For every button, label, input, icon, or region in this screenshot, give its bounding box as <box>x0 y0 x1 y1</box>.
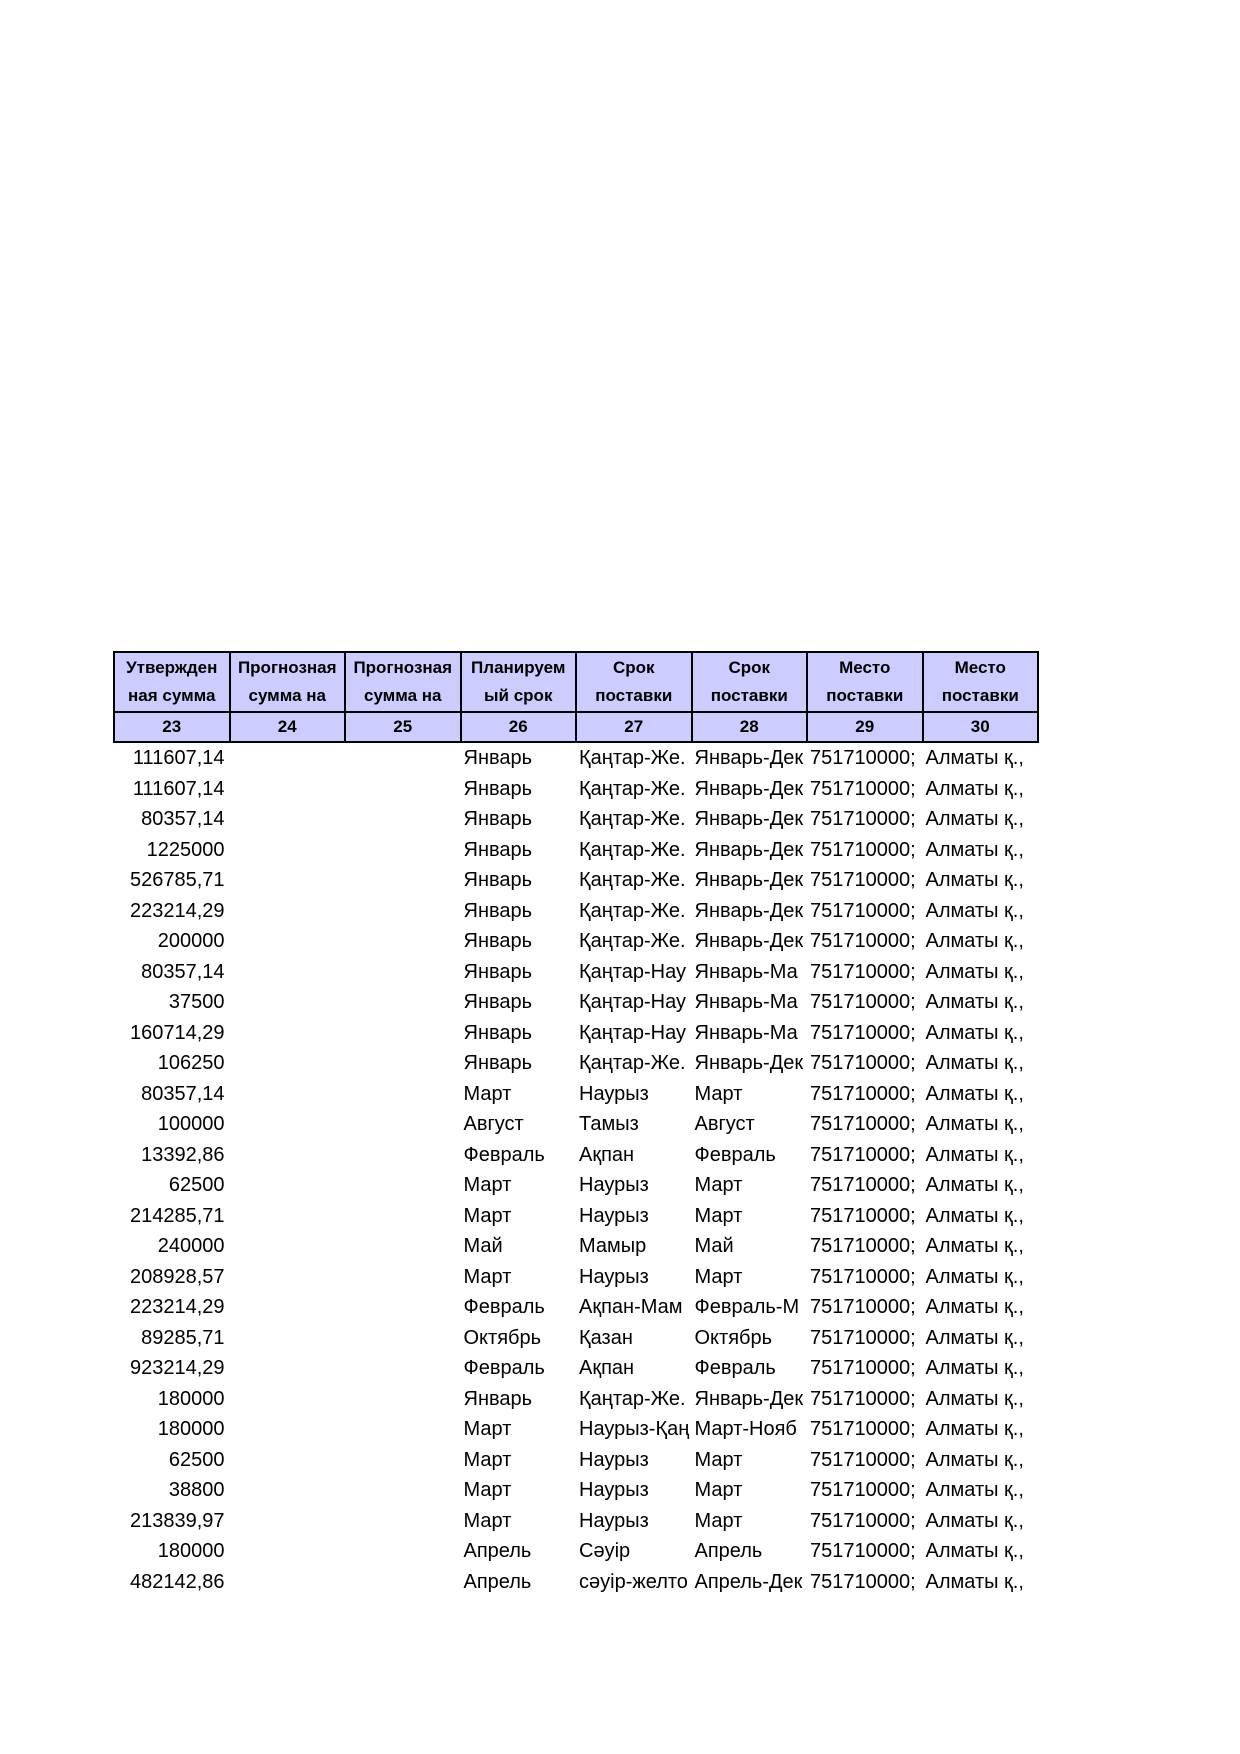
table-cell <box>230 1079 346 1110</box>
table-cell: 923214,29 <box>129 1357 225 1380</box>
table-cell: Алматы қ., <box>925 899 1024 922</box>
table-cell: Алматы қ., <box>925 1387 1024 1410</box>
table-cell: Наурыз <box>579 1174 649 1197</box>
table-cell: Ақпан <box>579 1143 635 1166</box>
table-cell: Алматы қ., <box>925 1479 1024 1502</box>
table-cell: Қаңтар-Же. <box>579 747 686 770</box>
column-header-line1: Прогнозная <box>353 658 453 677</box>
table-cell <box>345 926 461 957</box>
table-cell: 751710000; <box>810 1448 916 1471</box>
table-cell: Февраль <box>463 1357 545 1380</box>
table-cell <box>345 957 461 988</box>
table-cell: 751710000; <box>810 1479 916 1502</box>
table-cell: Март <box>463 1509 512 1532</box>
table-cell: 62500 <box>168 1448 225 1471</box>
table-cell: Наурыз-Қаң <box>579 1418 690 1441</box>
table-cell <box>230 957 346 988</box>
table-cell: Февраль <box>694 1143 776 1166</box>
table-cell: 100000 <box>157 1113 225 1136</box>
table-cell <box>230 804 346 835</box>
table-cell: 751710000; <box>810 1174 916 1197</box>
table-cell: Қаңтар-Нау <box>579 960 687 983</box>
column-header-line2: сумма на <box>363 686 442 705</box>
table-cell: 240000 <box>157 1235 225 1258</box>
table-cell <box>230 774 346 805</box>
table-cell: Апрель <box>463 1570 532 1593</box>
table-cell: 38800 <box>168 1479 225 1502</box>
table-cell: 200000 <box>157 930 225 953</box>
table-cell <box>345 1475 461 1506</box>
table-cell <box>345 1384 461 1415</box>
spreadsheet-page <box>113 651 1037 1597</box>
table-cell: Март <box>694 1174 743 1197</box>
table-cell: 751710000; <box>810 1540 916 1563</box>
table-cell: Алматы қ., <box>925 1540 1024 1563</box>
table-cell: 180000 <box>157 1418 225 1441</box>
table-cell: Март <box>463 1448 512 1471</box>
table-cell: 751710000; <box>810 1113 916 1136</box>
table-cell <box>230 1475 346 1506</box>
table-cell: Январь <box>463 838 533 861</box>
table-body <box>114 742 1038 1597</box>
table-cell: Алматы қ., <box>925 747 1024 770</box>
column-header-8 <box>923 652 1039 712</box>
column-number-6: 28 <box>692 712 808 742</box>
table-cell: 180000 <box>157 1387 225 1410</box>
table-cell: 751710000; <box>810 1357 916 1380</box>
table-cell: 13392,86 <box>141 1143 225 1166</box>
table-cell: Алматы қ., <box>925 1082 1024 1105</box>
column-header-line1: Место <box>954 658 1006 677</box>
column-header-line1: Прогнозная <box>237 658 337 677</box>
table-cell: Январь-Ма <box>694 991 798 1014</box>
table-cell: 223214,29 <box>129 1296 225 1319</box>
table-cell: Март <box>463 1174 512 1197</box>
table-cell: Январь <box>463 930 533 953</box>
table-cell: 751710000; <box>810 1021 916 1044</box>
table-cell <box>345 1536 461 1567</box>
table-cell: Январь-Дек <box>694 808 804 831</box>
table-cell: 751710000; <box>810 960 916 983</box>
table-row <box>114 957 1038 988</box>
table-cell <box>345 1231 461 1262</box>
table-cell: Алматы қ., <box>925 1265 1024 1288</box>
table-cell <box>230 1506 346 1537</box>
table-cell: 751710000; <box>810 777 916 800</box>
table-row <box>114 804 1038 835</box>
table-cell: 223214,29 <box>129 899 225 922</box>
table-row <box>114 1384 1038 1415</box>
table-cell: Алматы қ., <box>925 991 1024 1014</box>
column-header-line2: поставки <box>826 686 904 705</box>
table-row <box>114 1079 1038 1110</box>
table-cell: Алматы қ., <box>925 1357 1024 1380</box>
table-cell: Алматы қ., <box>925 1143 1024 1166</box>
table-cell: Алматы қ., <box>925 1113 1024 1136</box>
table-row <box>114 1170 1038 1201</box>
table-cell <box>345 896 461 927</box>
table-cell <box>345 1018 461 1049</box>
table-cell: Мамыр <box>579 1235 647 1258</box>
table-cell: Алматы қ., <box>925 960 1024 983</box>
table-cell: Январь <box>463 899 533 922</box>
table-cell: 214285,71 <box>129 1204 225 1227</box>
table-cell: Наурыз <box>579 1479 649 1502</box>
table-cell: Алматы қ., <box>925 1509 1024 1532</box>
table-cell: 111607,14 <box>132 747 225 770</box>
table-row <box>114 742 1038 774</box>
table-cell <box>345 987 461 1018</box>
table-cell: Наурыз <box>579 1509 649 1532</box>
column-header-3 <box>345 652 461 712</box>
table-row <box>114 1414 1038 1445</box>
table-cell <box>230 1231 346 1262</box>
table-cell: Қаңтар-Же. <box>579 777 686 800</box>
table-row <box>114 1567 1038 1598</box>
column-header-line2: ная сумма <box>128 686 216 705</box>
table-cell: 111607,14 <box>132 777 225 800</box>
table-header <box>114 652 1038 742</box>
table-cell: Январь <box>463 1021 533 1044</box>
table-cell: Март <box>463 1265 512 1288</box>
column-number-1: 23 <box>114 712 230 742</box>
table-cell: 751710000; <box>810 1570 916 1593</box>
table-cell: Январь-Ма <box>694 960 798 983</box>
table-cell: Октябрь <box>694 1326 773 1349</box>
table-row <box>114 1262 1038 1293</box>
table-cell: Январь-Дек <box>694 930 804 953</box>
table-cell: Алматы қ., <box>925 1174 1024 1197</box>
table-cell: Алматы қ., <box>925 1418 1024 1441</box>
table-cell: Март <box>694 1448 743 1471</box>
table-cell: 106250 <box>157 1052 225 1075</box>
table-cell: Қазан <box>579 1326 633 1349</box>
table-cell: 751710000; <box>810 899 916 922</box>
table-cell <box>345 1201 461 1232</box>
table-cell <box>230 835 346 866</box>
table-cell: Алматы қ., <box>925 930 1024 953</box>
table-row <box>114 1323 1038 1354</box>
table-cell <box>345 1445 461 1476</box>
table-cell: Январь <box>463 869 533 892</box>
header-title-row <box>114 652 1038 712</box>
table-cell: Март <box>694 1509 743 1532</box>
table-cell: 751710000; <box>810 869 916 892</box>
table-cell: 751710000; <box>810 1235 916 1258</box>
table-cell: Ақпан <box>579 1357 635 1380</box>
table-cell <box>345 1048 461 1079</box>
table-cell: Алматы қ., <box>925 869 1024 892</box>
table-cell: 751710000; <box>810 1143 916 1166</box>
table-cell: Алматы қ., <box>925 1326 1024 1349</box>
table-cell: 160714,29 <box>129 1021 225 1044</box>
column-number-8: 30 <box>923 712 1039 742</box>
table-cell: Август <box>463 1113 524 1136</box>
table-cell: Январь-Дек <box>694 899 804 922</box>
table-cell <box>345 774 461 805</box>
table-cell: Март <box>694 1479 743 1502</box>
table-cell: Февраль-М <box>694 1296 800 1319</box>
table-cell: Январь <box>463 960 533 983</box>
table-row <box>114 926 1038 957</box>
table-cell <box>345 835 461 866</box>
table-cell: 751710000; <box>810 991 916 1014</box>
table-cell: Февраль <box>463 1143 545 1166</box>
procurement-table <box>113 651 1039 1597</box>
table-cell: Март <box>694 1082 743 1105</box>
table-cell: Январь <box>463 991 533 1014</box>
table-cell <box>230 742 346 774</box>
table-cell: 208928,57 <box>129 1265 225 1288</box>
column-number-5: 27 <box>576 712 692 742</box>
table-cell <box>230 1048 346 1079</box>
column-header-line1: Утвержден <box>126 658 218 677</box>
table-cell: Апрель-Дек <box>694 1570 803 1593</box>
column-header-line1: Срок <box>728 658 771 677</box>
column-header-4 <box>461 652 577 712</box>
table-cell: Апрель <box>694 1540 763 1563</box>
table-cell <box>230 896 346 927</box>
table-cell: Январь <box>463 747 533 770</box>
column-header-line2: сумма на <box>248 686 326 705</box>
table-cell <box>345 742 461 774</box>
table-row <box>114 1536 1038 1567</box>
table-cell <box>345 1567 461 1598</box>
table-row <box>114 835 1038 866</box>
table-cell <box>230 1567 346 1598</box>
table-cell: Март-Нояб <box>694 1418 797 1441</box>
table-cell: 751710000; <box>810 747 916 770</box>
table-cell <box>345 1079 461 1110</box>
column-header-line2: поставки <box>595 686 673 705</box>
table-cell: Январь <box>463 1387 533 1410</box>
table-row <box>114 987 1038 1018</box>
table-row <box>114 1048 1038 1079</box>
table-cell: Февраль <box>694 1357 776 1380</box>
header-number-row <box>114 712 1038 742</box>
table-cell: Алматы қ., <box>925 1235 1024 1258</box>
table-cell: Наурыз <box>579 1448 649 1471</box>
table-cell: Қаңтар-Же. <box>579 808 686 831</box>
table-row <box>114 1018 1038 1049</box>
table-cell: 80357,14 <box>141 808 225 831</box>
column-header-line2: поставки <box>710 686 788 705</box>
table-cell <box>345 1353 461 1384</box>
table-cell: 526785,71 <box>129 869 225 892</box>
column-number-3: 25 <box>345 712 461 742</box>
table-cell: 751710000; <box>810 930 916 953</box>
table-cell: Январь-Ма <box>694 1021 798 1044</box>
table-cell: Май <box>463 1235 503 1258</box>
table-cell <box>230 1140 346 1171</box>
table-cell <box>345 1292 461 1323</box>
table-cell: 62500 <box>168 1174 225 1197</box>
table-cell: Қаңтар-Нау <box>579 991 687 1014</box>
table-cell: Март <box>463 1082 512 1105</box>
table-row <box>114 865 1038 896</box>
table-cell <box>230 1323 346 1354</box>
table-cell: 1225000 <box>146 838 225 861</box>
table-cell <box>345 1140 461 1171</box>
column-header-5 <box>576 652 692 712</box>
table-cell <box>230 1292 346 1323</box>
table-cell: Алматы қ., <box>925 808 1024 831</box>
column-header-line1: Место <box>839 658 891 677</box>
table-cell: Алматы қ., <box>925 838 1024 861</box>
table-cell: Қаңтар-Же. <box>579 930 686 953</box>
table-row <box>114 1201 1038 1232</box>
table-row <box>114 1140 1038 1171</box>
table-cell: 751710000; <box>810 808 916 831</box>
table-row <box>114 1109 1038 1140</box>
table-cell <box>345 804 461 835</box>
table-cell <box>230 1170 346 1201</box>
table-cell: 751710000; <box>810 1052 916 1075</box>
table-cell: Алматы қ., <box>925 1204 1024 1227</box>
table-cell <box>230 1201 346 1232</box>
column-number-4: 26 <box>461 712 577 742</box>
table-cell <box>345 865 461 896</box>
table-cell: Наурыз <box>579 1082 649 1105</box>
table-cell: 751710000; <box>810 1204 916 1227</box>
table-cell: Наурыз <box>579 1204 649 1227</box>
table-cell <box>230 1018 346 1049</box>
table-cell: Қаңтар-Же. <box>579 1387 686 1410</box>
column-number-7: 29 <box>807 712 923 742</box>
table-row <box>114 774 1038 805</box>
table-cell: 751710000; <box>810 838 916 861</box>
table-cell: сәуір-желто <box>579 1570 688 1593</box>
table-cell: Август <box>694 1113 755 1136</box>
table-cell: Январь-Дек <box>694 1387 804 1410</box>
table-cell: Қаңтар-Же. <box>579 1052 686 1075</box>
table-cell: Январь-Дек <box>694 869 804 892</box>
table-cell: Январь <box>463 808 533 831</box>
table-cell <box>345 1109 461 1140</box>
table-cell: Апрель <box>463 1540 532 1563</box>
table-cell: Қаңтар-Же. <box>579 899 686 922</box>
column-header-line2: поставки <box>941 686 1019 705</box>
table-cell: Май <box>694 1235 734 1258</box>
table-cell: Март <box>463 1204 512 1227</box>
table-cell <box>230 1353 346 1384</box>
column-header-6 <box>692 652 808 712</box>
table-cell: Январь-Дек <box>694 777 804 800</box>
column-number-2: 24 <box>230 712 346 742</box>
table-cell: Алматы қ., <box>925 1570 1024 1593</box>
table-row <box>114 1231 1038 1262</box>
table-cell <box>230 1262 346 1293</box>
table-cell: 751710000; <box>810 1265 916 1288</box>
table-cell: Алматы қ., <box>925 1021 1024 1044</box>
table-cell <box>230 865 346 896</box>
table-cell: Март <box>463 1418 512 1441</box>
column-header-line2: ый срок <box>484 686 553 705</box>
table-cell <box>230 1536 346 1567</box>
table-cell: 751710000; <box>810 1082 916 1105</box>
table-cell <box>230 926 346 957</box>
table-cell: Январь <box>463 777 533 800</box>
table-row <box>114 1475 1038 1506</box>
table-cell: Қаңтар-Нау <box>579 1021 687 1044</box>
table-cell: 751710000; <box>810 1509 916 1532</box>
table-cell: 751710000; <box>810 1296 916 1319</box>
table-row <box>114 1506 1038 1537</box>
table-cell: Тамыз <box>579 1113 639 1136</box>
table-cell: 751710000; <box>810 1326 916 1349</box>
table-cell: Январь-Дек <box>694 747 804 770</box>
table-cell: Январь-Дек <box>694 838 804 861</box>
column-header-7 <box>807 652 923 712</box>
table-cell: Сәуір <box>579 1540 631 1563</box>
table-cell: Март <box>694 1204 743 1227</box>
table-cell <box>230 987 346 1018</box>
table-cell: 213839,97 <box>129 1509 225 1532</box>
table-row <box>114 1292 1038 1323</box>
table-cell: Қаңтар-Же. <box>579 869 686 892</box>
table-cell: Ақпан-Мам <box>579 1296 683 1319</box>
table-cell <box>345 1506 461 1537</box>
table-cell: Алматы қ., <box>925 777 1024 800</box>
table-cell <box>230 1109 346 1140</box>
table-row <box>114 896 1038 927</box>
table-cell: Наурыз <box>579 1265 649 1288</box>
column-header-line1: Срок <box>612 658 655 677</box>
table-cell: 89285,71 <box>141 1326 225 1349</box>
table-cell: 180000 <box>157 1540 225 1563</box>
table-cell <box>345 1414 461 1445</box>
table-cell: 751710000; <box>810 1418 916 1441</box>
table-cell <box>230 1384 346 1415</box>
table-cell: Январь-Дек <box>694 1052 804 1075</box>
table-cell: 482142,86 <box>129 1570 225 1593</box>
table-cell: Алматы қ., <box>925 1448 1024 1471</box>
table-row <box>114 1445 1038 1476</box>
column-header-2 <box>230 652 346 712</box>
column-header-1 <box>114 652 230 712</box>
table-cell: Март <box>694 1265 743 1288</box>
table-cell: 80357,14 <box>141 1082 225 1105</box>
table-cell <box>230 1414 346 1445</box>
table-row <box>114 1353 1038 1384</box>
table-cell <box>230 1445 346 1476</box>
table-cell <box>345 1323 461 1354</box>
table-cell: Алматы қ., <box>925 1052 1024 1075</box>
table-cell: 751710000; <box>810 1387 916 1410</box>
table-cell: Қаңтар-Же. <box>579 838 686 861</box>
table-cell: Январь <box>463 1052 533 1075</box>
table-cell: Алматы қ., <box>925 1296 1024 1319</box>
table-cell: 80357,14 <box>141 960 225 983</box>
table-cell <box>345 1170 461 1201</box>
table-cell <box>345 1262 461 1293</box>
table-cell: 37500 <box>168 991 225 1014</box>
table-cell: Октябрь <box>463 1326 542 1349</box>
column-header-line1: Планируем <box>471 658 566 677</box>
table-cell: Март <box>463 1479 512 1502</box>
table-cell: Февраль <box>463 1296 545 1319</box>
